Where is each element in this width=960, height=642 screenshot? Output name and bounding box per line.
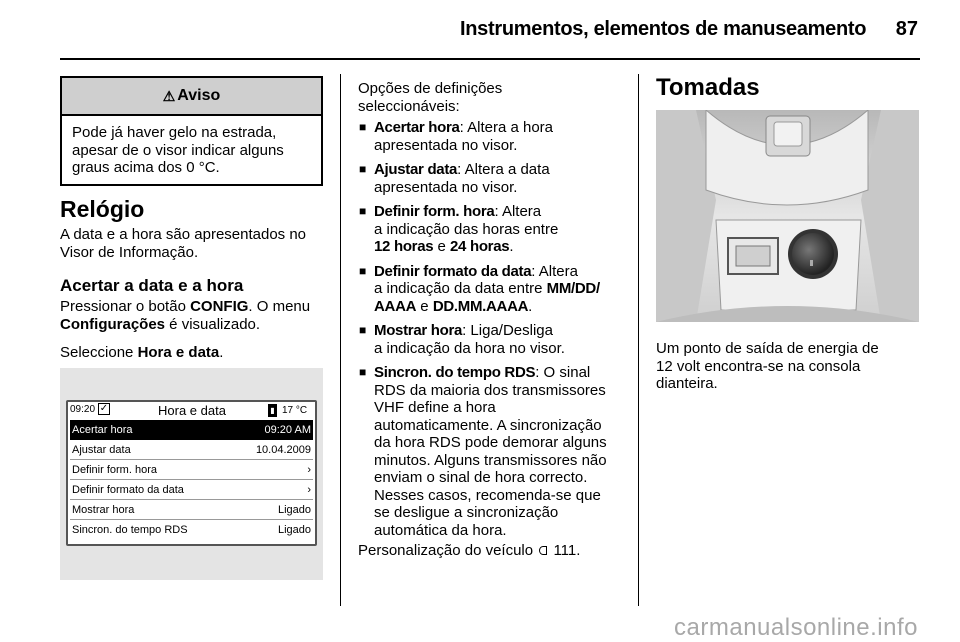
display-menu-row <box>70 480 313 500</box>
text-line: enviam o sinal de hora correcto. <box>374 469 588 486</box>
text-line: seleccionáveis: <box>358 97 460 115</box>
text-run: : Altera a hora <box>459 119 554 136</box>
bullet-icon: ■ <box>359 365 367 379</box>
display-menu-row <box>70 440 313 460</box>
settings-term: Configurações <box>60 315 166 333</box>
row-label: Definir formato da data <box>72 483 184 496</box>
text-run: e <box>433 238 450 255</box>
display-status-bar <box>68 402 315 420</box>
list-item <box>358 263 623 316</box>
warning-title: Aviso <box>177 87 221 104</box>
text-line: RDS da maioria dos transmissores <box>374 381 606 399</box>
text-line: da hora RDS pode demorar alguns <box>374 434 607 451</box>
option-value-term: 12 horas <box>374 238 434 255</box>
row-value: 09:20 AM <box>264 424 311 436</box>
watermark: carmanualsonline.info <box>674 614 918 641</box>
warning-header <box>62 78 321 116</box>
text-run: : Altera a data <box>457 161 550 178</box>
text-line: A data e a hora são apresentados no <box>60 226 307 243</box>
display-menu-row <box>70 420 313 440</box>
text-run: e <box>416 297 433 315</box>
text-line: Visor de Informação. <box>60 243 199 261</box>
config-instruction <box>60 298 335 333</box>
warning-triangle-icon: ⚠ <box>162 87 176 104</box>
text-line: a indicação da hora no visor. <box>374 339 565 357</box>
text-run: : Altera <box>494 203 542 220</box>
header-rule <box>60 58 920 60</box>
thermometer-icon: ▮ <box>268 404 277 417</box>
row-label: Ajustar data <box>72 443 131 456</box>
text-line: apresentada no visor. <box>374 136 518 154</box>
row-label: Mostrar hora <box>72 503 135 516</box>
text-line: VHF define a hora <box>374 399 496 416</box>
text-run: . O menu <box>248 298 311 315</box>
bullet-icon: ■ <box>359 323 367 337</box>
option-term: Sincron. do tempo RDS <box>374 364 536 381</box>
text-run: : Altera <box>531 262 578 280</box>
option-term: Ajustar data <box>374 161 458 178</box>
page-reference-icon <box>539 546 547 555</box>
text-run: . <box>528 297 533 315</box>
bullet-icon: ■ <box>359 162 367 176</box>
row-value: Ligado <box>277 524 311 536</box>
text-line: Pode já haver gelo na estrada, <box>72 124 277 141</box>
display-time: 09:20 <box>70 404 96 415</box>
subheading-set-date-time: Acertar a data e a hora <box>60 276 244 295</box>
bullet-icon: ■ <box>359 263 367 278</box>
text-line: apesar de o visor indicar alguns <box>72 141 284 159</box>
text-line: apresentada no visor. <box>374 178 518 196</box>
option-term: Definir form. hora <box>374 203 495 220</box>
section-heading-clock: Relógio <box>60 196 145 222</box>
text-line: 12 volt encontra-se na consola <box>656 357 861 375</box>
row-label: Sincron. do tempo RDS <box>72 524 188 536</box>
row-value: 10.04.2009 <box>255 443 311 456</box>
text-run: : Liga/Desliga <box>462 322 553 339</box>
text-line: Nesses casos, recomenda-se que <box>374 486 601 504</box>
text-run: a indicação da data entre <box>374 280 547 297</box>
display-title: Hora e data <box>158 403 226 418</box>
text-run: . <box>219 344 224 361</box>
text-run: . <box>509 238 514 255</box>
option-term: Definir formato da data <box>374 262 532 280</box>
reference-page: 111. <box>553 542 581 559</box>
display-menu-row <box>70 500 313 520</box>
column-divider <box>638 74 639 606</box>
row-label: Acertar hora <box>72 424 133 436</box>
display-menu-row <box>70 520 313 540</box>
option-value-term: DD.MM.AAAA <box>432 297 529 315</box>
text-line: dianteira. <box>656 375 718 392</box>
list-item <box>358 161 623 196</box>
text-line: automática da hora. <box>374 521 507 539</box>
select-instruction <box>60 344 335 362</box>
cross-reference[interactable] <box>358 542 623 560</box>
warning-text <box>62 116 321 177</box>
option-value-term: 24 horas <box>450 238 510 255</box>
clock-intro <box>60 226 335 261</box>
config-term: CONFIG <box>190 298 249 315</box>
display-menu-row <box>70 460 313 480</box>
option-value-term: AAAA <box>374 297 417 315</box>
section-heading-sockets: Tomadas <box>656 74 760 101</box>
warning-box <box>60 76 323 186</box>
text-line: Opções de definições <box>358 80 503 97</box>
text-line: minutos. Alguns transmissores não <box>374 451 607 469</box>
list-item <box>358 119 623 154</box>
bullet-icon: ■ <box>359 204 367 218</box>
options-intro <box>358 80 623 115</box>
check-icon: ✓ <box>99 403 109 414</box>
display-screenshot <box>60 368 323 580</box>
text-run: é visualizado. <box>165 315 261 333</box>
bullet-icon: ■ <box>359 120 367 134</box>
chevron-right-icon: › <box>307 463 311 476</box>
sockets-description <box>656 340 921 393</box>
option-term: Mostrar hora <box>374 322 463 339</box>
page-header-title: Instrumentos, elementos de manuseamento <box>460 18 867 40</box>
list-item <box>358 322 623 357</box>
list-item <box>358 203 623 256</box>
text-line: se desligue a sincronização <box>374 504 559 521</box>
text-run: : O sinal <box>535 364 591 381</box>
page-number: 87 <box>895 18 918 40</box>
column-divider <box>340 74 341 606</box>
time-date-term: Hora e data <box>137 344 220 361</box>
option-value-term: MM/DD/ <box>546 280 600 297</box>
options-list <box>358 119 623 546</box>
display-temperature: 17 °C <box>282 405 308 416</box>
text-run: Seleccione <box>60 344 138 361</box>
text-line: graus acima dos 0 °C. <box>72 159 220 176</box>
reference-text: Personalização do veículo <box>358 542 534 559</box>
console-illustration <box>656 110 919 322</box>
power-outlet-photo <box>656 110 919 322</box>
text-run: Pressionar o botão <box>60 298 191 315</box>
text-line: automaticamente. A sincronização <box>374 416 602 434</box>
list-item <box>358 364 623 539</box>
row-label: Definir form. hora <box>72 463 157 476</box>
display-frame <box>66 400 317 546</box>
option-term: Acertar hora <box>374 119 460 136</box>
chevron-right-icon: › <box>307 483 311 496</box>
text-line: Um ponto de saída de energia de <box>656 340 879 357</box>
text-line: a indicação das horas entre <box>374 220 559 238</box>
row-value: Ligado <box>277 503 311 516</box>
